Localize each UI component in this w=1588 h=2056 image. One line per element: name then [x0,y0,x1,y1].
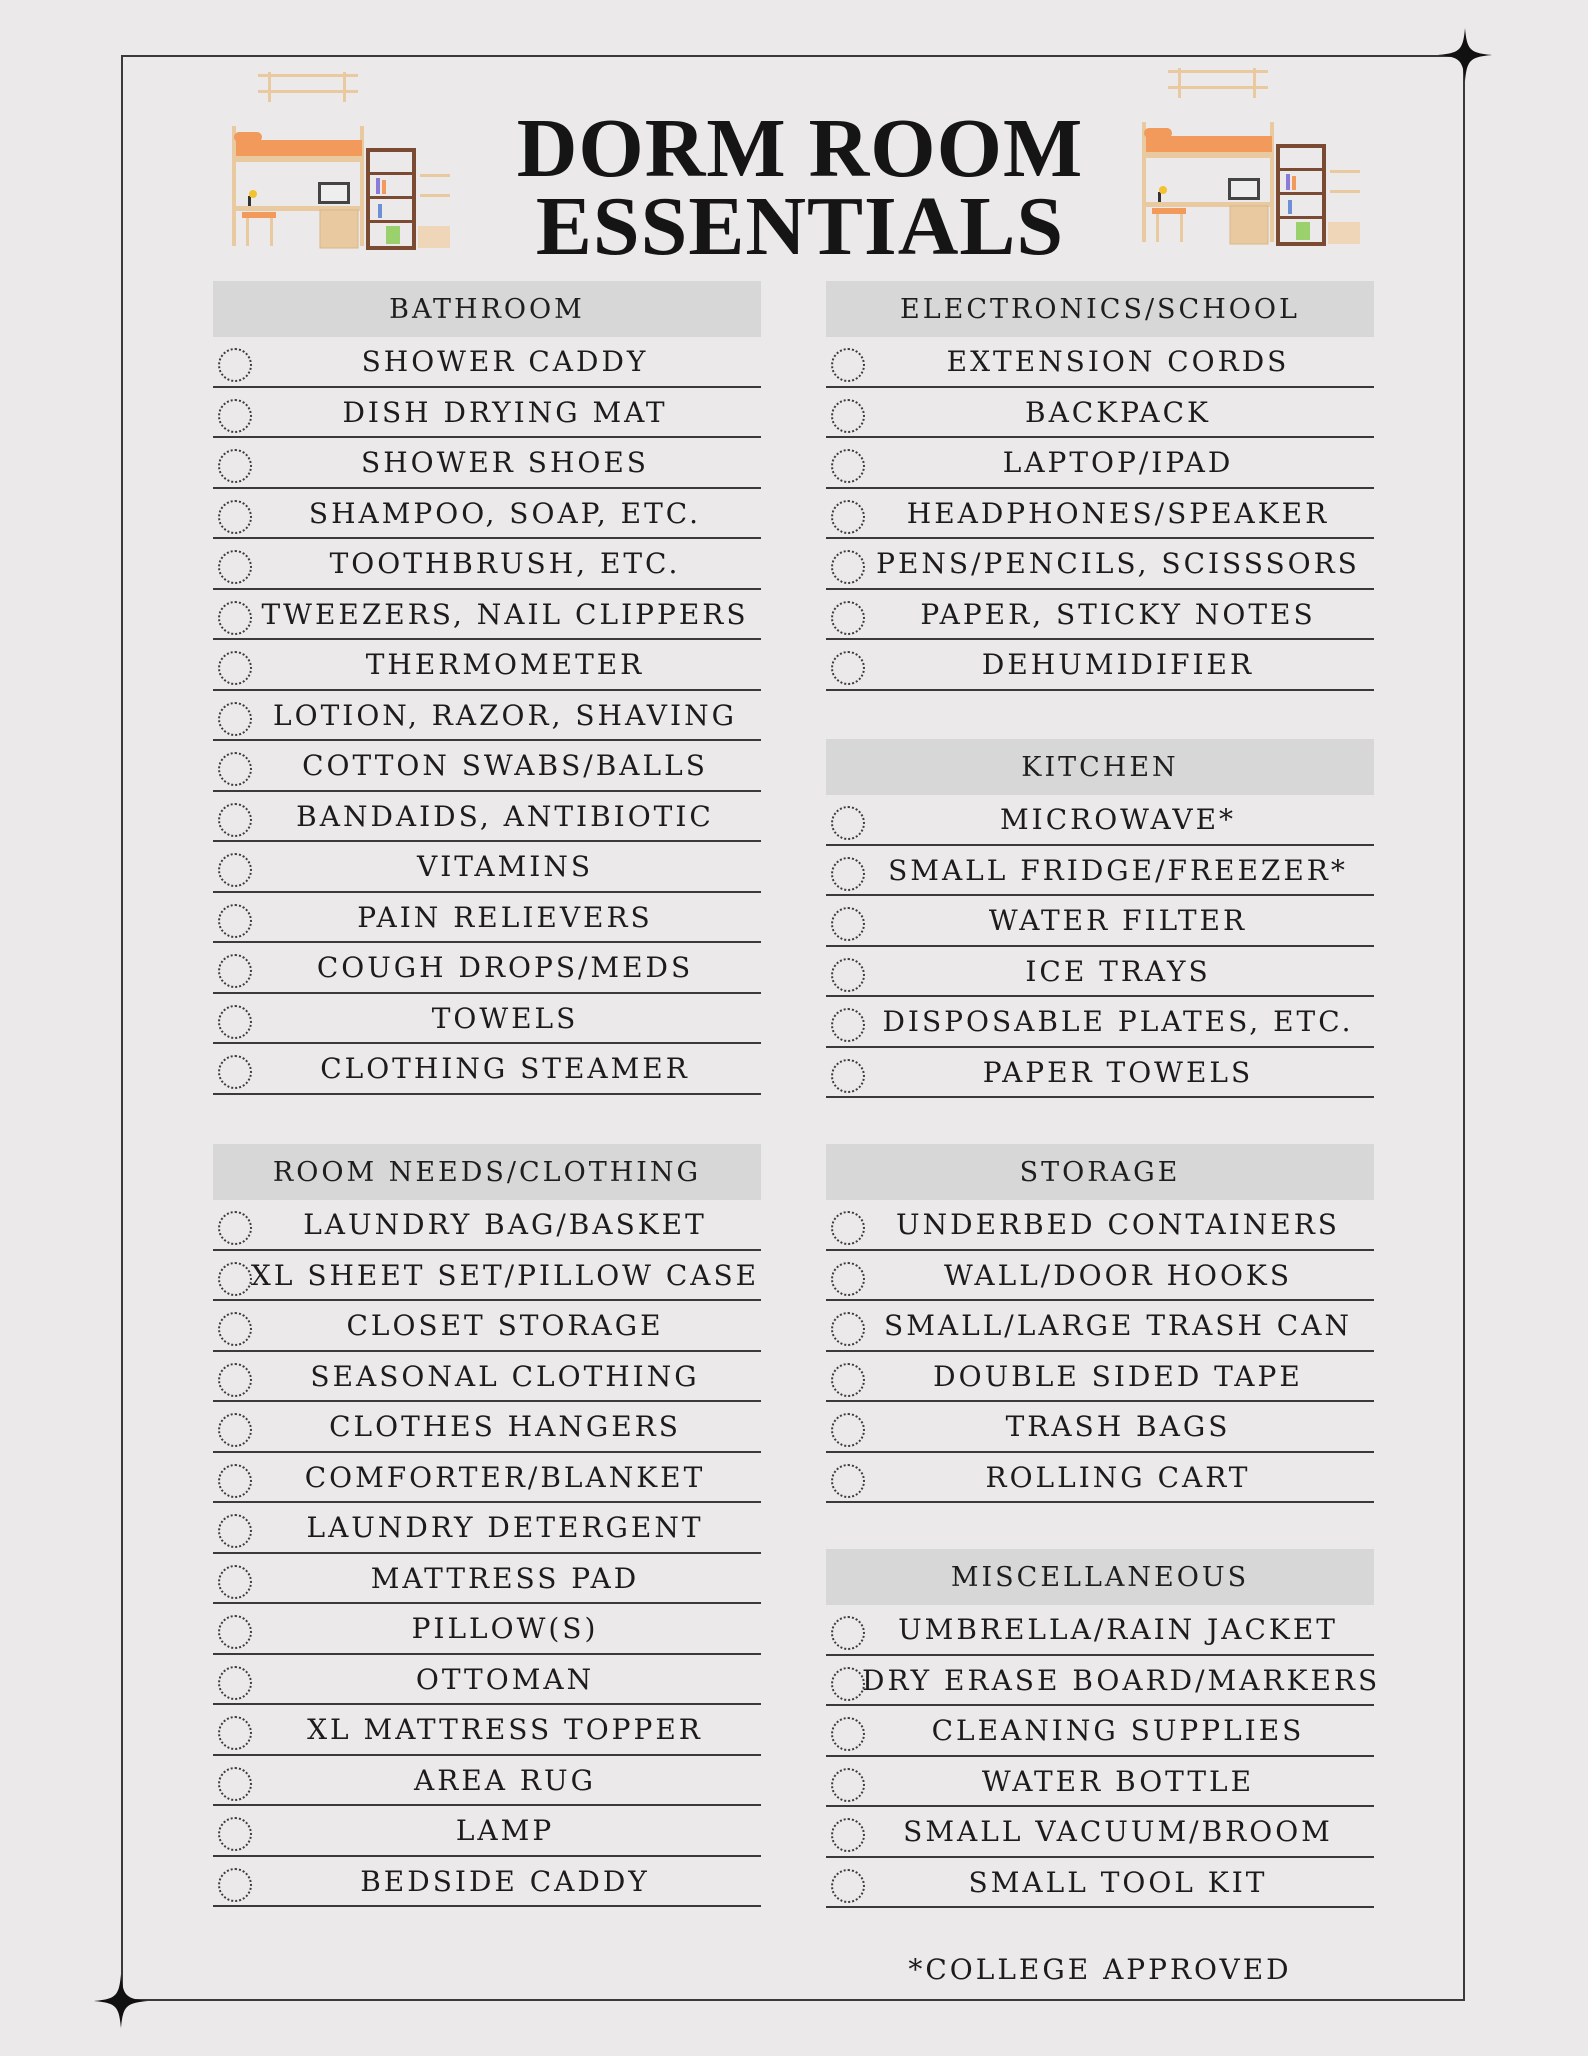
checklist-item [213,489,761,540]
checklist-item-label: LAUNDRY BAG/BASKET [303,1208,707,1241]
checklist-item [826,438,1374,489]
checkbox-circle-icon[interactable] [218,1565,252,1599]
checkbox-circle-icon[interactable] [218,1817,252,1851]
checkbox-circle-icon[interactable] [218,954,252,988]
section-electronics-school [826,281,1374,691]
checklist-item-label: CLOTHES HANGERS [329,1410,681,1443]
checklist-item-label: LAMP [455,1814,555,1847]
checklist-item [213,539,761,590]
checkbox-circle-icon[interactable] [218,449,252,483]
section-room-needs-clothing [213,1144,761,1907]
checkbox-circle-icon[interactable] [218,1868,252,1902]
checklist-item-label: LAPTOP/IPAD [1002,446,1234,479]
checkbox-circle-icon[interactable] [218,1464,252,1498]
checkbox-circle-icon[interactable] [831,1211,865,1245]
checkbox-circle-icon[interactable] [831,1464,865,1498]
checkbox-circle-icon[interactable] [831,651,865,685]
checklist-item-label: WATER BOTTLE [981,1764,1255,1798]
checklist-item [213,994,761,1045]
checklist-item-label: WALL/DOOR HOOKS [944,1258,1292,1292]
checklist-item [213,1453,761,1504]
checkbox-circle-icon[interactable] [831,550,865,584]
checklist-item [213,388,761,439]
checkbox-circle-icon[interactable] [218,500,252,534]
checklist-item [826,1706,1374,1757]
checklist-item [826,1453,1374,1504]
checklist-item [213,1554,761,1605]
checklist-item-label: DEHUMIDIFIER [981,648,1255,681]
checkbox-circle-icon[interactable] [218,399,252,433]
checklist-item-label: SHOWER SHOES [361,446,649,479]
checklist-item-label: VITAMINS [416,850,594,883]
checklist-item-label: COTTON SWABS/BALLS [302,749,708,782]
checkbox-circle-icon[interactable] [831,907,865,941]
dorm-room-illustration-left-icon [228,70,468,260]
checklist-item-label: THERMOMETER [365,648,645,681]
checkbox-circle-icon[interactable] [218,803,252,837]
checklist-item [213,337,761,388]
checkbox-circle-icon[interactable] [218,1262,252,1296]
checkbox-circle-icon[interactable] [218,1312,252,1346]
checklist-item-label: WATER FILTER [988,904,1248,937]
checklist-item-label: TOOTHBRUSH, ETC. [329,547,681,580]
checkbox-circle-icon[interactable] [218,1363,252,1397]
checklist-item-label: TRASH BAGS [1005,1410,1231,1443]
checklist-item-label: TOWELS [431,1001,579,1035]
checklist-item-label: DRY ERASE BOARD/MARKERS [862,1663,1381,1697]
checklist-item-label: CLEANING SUPPLIES [931,1714,1305,1747]
page-title-line1: DORM ROOM [516,102,1084,195]
checklist-item [213,1806,761,1857]
checklist-item [826,947,1374,998]
checklist-item-label: DISPOSABLE PLATES, ETC. [882,1005,1354,1038]
checkbox-circle-icon[interactable] [831,1413,865,1447]
checkbox-circle-icon[interactable] [831,500,865,534]
checkbox-circle-icon[interactable] [218,1055,252,1089]
checklist-item [213,943,761,994]
checkbox-circle-icon[interactable] [218,1666,252,1700]
checklist-item-label: SMALL TOOL KIT [968,1865,1268,1899]
section-header: KITCHEN [826,739,1374,795]
checklist-item [213,691,761,742]
checkbox-circle-icon[interactable] [218,752,252,786]
checklist-item [826,1200,1374,1251]
checkbox-circle-icon[interactable] [831,399,865,433]
checklist-item [826,388,1374,439]
checklist-item [826,896,1374,947]
checklist-item-label: OTTOMAN [415,1662,595,1696]
section-header: ELECTRONICS/SCHOOL [826,281,1374,337]
checklist-item-label: PILLOW(S) [411,1612,599,1645]
checklist-item-label: PENS/PENCILS, SCISSSORS [876,547,1360,580]
sparkle-bottom-left-icon [94,1974,148,2028]
checklist-item [826,997,1374,1048]
checklist-item-label: ICE TRAYS [1025,954,1211,988]
checklist-item [213,1251,761,1302]
section-header: BATHROOM [213,281,761,337]
checklist-item [213,1503,761,1554]
checklist-item-label: TWEEZERS, NAIL CLIPPERS [261,597,749,631]
checklist-item-label: PAPER TOWELS [982,1055,1254,1089]
checklist-item [826,1352,1374,1403]
checklist-item-label: SMALL/LARGE TRASH CAN [884,1309,1352,1342]
checklist-item [213,1604,761,1655]
checklist-item [213,792,761,843]
checklist-item-label: LAUNDRY DETERGENT [306,1511,704,1544]
checklist-item [826,640,1374,691]
checklist-item-label: EXTENSION CORDS [946,345,1290,378]
checklist-item [213,640,761,691]
section-header: STORAGE [826,1144,1374,1200]
checkbox-circle-icon[interactable] [831,958,865,992]
checkbox-circle-icon[interactable] [831,1667,865,1701]
checklist-item-label: UNDERBED CONTAINERS [896,1208,1340,1241]
section-kitchen [826,739,1374,1098]
checkbox-circle-icon[interactable] [831,601,865,635]
checklist-item [826,1301,1374,1352]
checklist-item [213,741,761,792]
checklist-item [213,1200,761,1251]
checklist-item-label: DISH DRYING MAT [342,395,668,429]
section-bathroom [213,281,761,1095]
checkbox-circle-icon[interactable] [218,1767,252,1801]
checkbox-circle-icon[interactable] [831,1717,865,1751]
checklist-item-label: PAIN RELIEVERS [357,900,653,934]
page-title-line2: ESSENTIALS [535,180,1065,273]
checkbox-circle-icon[interactable] [831,806,865,840]
checklist-item-label: AREA RUG [414,1763,596,1797]
checklist-item-label: SHAMPOO, SOAP, ETC. [308,496,702,530]
checkbox-circle-icon[interactable] [218,1514,252,1548]
sparkle-top-right-icon [1438,28,1492,82]
footnote-college-approved: *COLLEGE APPROVED [908,1953,1292,1986]
checklist-item-label: SEASONAL CLOTHING [310,1359,700,1393]
checkbox-circle-icon[interactable] [218,1716,252,1750]
checkbox-circle-icon[interactable] [218,1413,252,1447]
section-header: ROOM NEEDS/CLOTHING [213,1144,761,1200]
checklist-item [213,1756,761,1807]
checklist-item-label: XL MATTRESS TOPPER [307,1713,703,1746]
checkbox-circle-icon[interactable] [218,1615,252,1649]
checklist-item [826,1656,1381,1707]
checklist-item-label: DOUBLE SIDED TAPE [933,1359,1303,1393]
checklist-item [213,1301,761,1352]
checklist-item [213,1705,761,1756]
checkbox-circle-icon[interactable] [831,1363,865,1397]
checkbox-circle-icon[interactable] [831,1312,865,1346]
checklist-item [213,438,761,489]
checklist-item [213,590,761,641]
checkbox-circle-icon[interactable] [218,904,252,938]
checkbox-circle-icon[interactable] [831,1059,865,1093]
checklist-item-label: BANDAIDS, ANTIBIOTIC [296,799,714,833]
checklist-item [213,842,761,893]
checkbox-circle-icon[interactable] [218,853,252,887]
checklist-item [826,1858,1374,1909]
checklist-item-label: MICROWAVE* [999,803,1237,836]
checklist-item-label: COMFORTER/BLANKET [304,1460,706,1494]
dorm-room-illustration-right-icon [1138,66,1378,256]
section-header: MISCELLANEOUS [826,1549,1374,1605]
checkbox-circle-icon[interactable] [218,651,252,685]
checklist-item-label: CLOTHING STEAMER [320,1052,690,1085]
checkbox-circle-icon[interactable] [831,857,865,891]
checklist-item-label: SMALL FRIDGE/FREEZER* [888,853,1348,887]
checkbox-circle-icon[interactable] [831,1818,865,1852]
checklist-item-label: BEDSIDE CADDY [360,1864,650,1898]
checklist-item-label: PAPER, STICKY NOTES [920,597,1316,631]
checkbox-circle-icon[interactable] [831,1008,865,1042]
checkbox-circle-icon[interactable] [831,1616,865,1650]
checkbox-circle-icon[interactable] [218,550,252,584]
checklist-item [826,1048,1374,1099]
checklist-item-label: HEADPHONES/SPEAKER [906,496,1330,530]
checklist-item [213,1044,761,1095]
checklist-item [213,1655,761,1706]
checklist-item-label: XL SHEET SET/PILLOW CASE [250,1258,760,1292]
checklist-item [213,1352,761,1403]
checklist-item [826,489,1374,540]
checklist-item [826,795,1374,846]
checklist-item-label: SMALL VACUUM/BROOM [903,1815,1333,1848]
checklist-item [826,539,1374,590]
checklist-item-label: UMBRELLA/RAIN JACKET [898,1613,1338,1646]
checklist-item [826,846,1374,897]
checklist-item-label: ROLLING CART [985,1460,1251,1494]
checklist-item [826,1807,1374,1858]
checklist-item [826,1251,1374,1302]
checklist-item-label: SHOWER CADDY [361,345,649,378]
checklist-item [826,337,1374,388]
checklist-item [213,1402,761,1453]
checklist-item [826,1757,1374,1808]
section-miscellaneous [826,1549,1381,1908]
checkbox-circle-icon[interactable] [218,702,252,736]
section-storage [826,1144,1374,1503]
checklist-item-label: LOTION, RAZOR, SHAVING [273,698,737,732]
checkbox-circle-icon[interactable] [831,449,865,483]
checkbox-circle-icon[interactable] [831,348,865,382]
checklist-item [826,1402,1374,1453]
checkbox-circle-icon[interactable] [218,1005,252,1039]
checkbox-circle-icon[interactable] [218,348,252,382]
checklist-item-label: BACKPACK [1025,395,1211,429]
checklist-item-label: MATTRESS PAD [370,1561,640,1595]
checklist-item-label: CLOSET STORAGE [346,1309,664,1342]
checklist-item [213,893,761,944]
checklist-item-label: COUGH DROPS/MEDS [316,951,694,984]
checklist-item [213,1857,761,1908]
checkbox-circle-icon[interactable] [831,1262,865,1296]
checkbox-circle-icon[interactable] [218,1211,252,1245]
checkbox-circle-icon[interactable] [218,601,252,635]
checkbox-circle-icon[interactable] [831,1768,865,1802]
checklist-item [826,1605,1374,1656]
checklist-item [826,590,1374,641]
checkbox-circle-icon[interactable] [831,1869,865,1903]
